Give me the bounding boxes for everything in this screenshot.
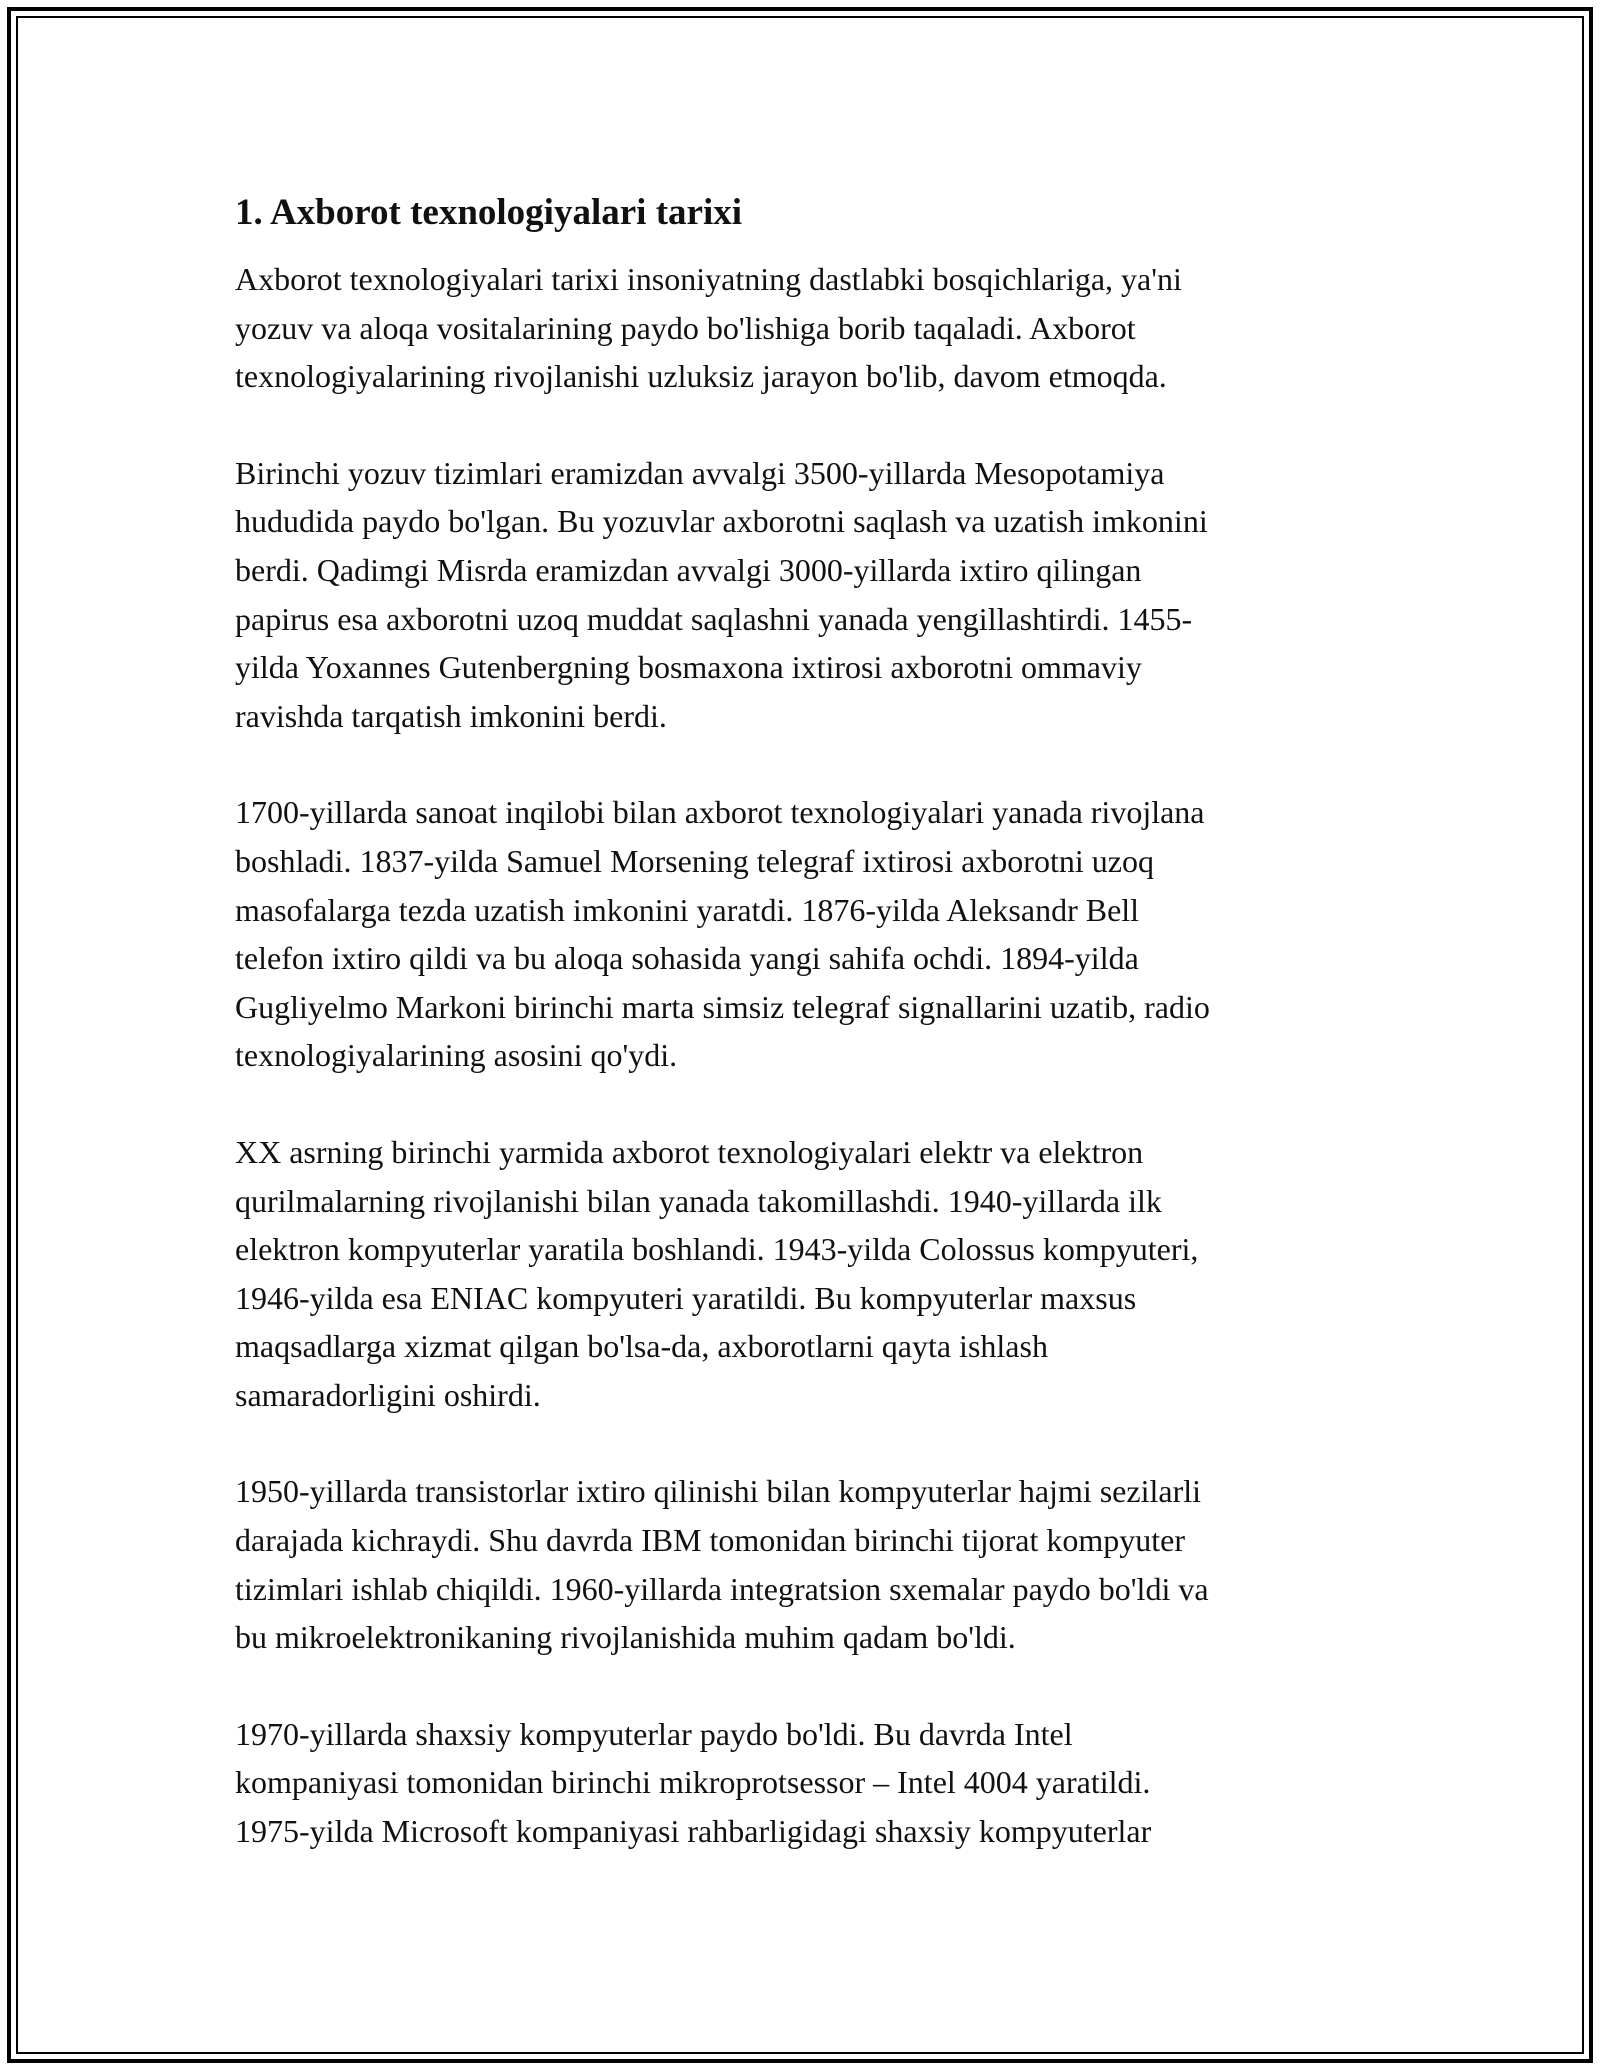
text-line: samaradorligini oshirdi. xyxy=(235,1376,541,1413)
text-line: papirus esa axborotni uzoq muddat saqlashni yanada yengillashtirdi. 1455- xyxy=(235,600,1193,637)
text-line: yilda Yoxannes Gutenbergning bosmaxona ixtirosi axborotni ommaviy xyxy=(235,649,1142,686)
text-line: tizimlari ishlab chiqildi. 1960-yillarda integratsion sxemalar paydo bo'ldi va xyxy=(235,1570,1209,1607)
text-line: bu mikroelektronikaning rivojlanishida muhim qadam bo'ldi. xyxy=(235,1619,1016,1656)
text-line: yozuv va aloqa vositalarining paydo bo'lishiga borib taqaladi. Axborot xyxy=(235,309,1136,346)
paragraph-industrial-revolution xyxy=(235,788,1375,1080)
text-line: boshladi. 1837-yilda Samuel Morsening telegraf ixtirosi axborotni uzoq xyxy=(235,842,1154,879)
text-line: 1950-yillarda transistorlar ixtiro qilinishi bilan kompyuterlar hajmi sezilarli xyxy=(235,1473,1201,1510)
text-line: maqsadlarga xizmat qilgan bo'lsa-da, axborotlarni qayta ishlash xyxy=(235,1328,1048,1365)
text-line: Gugliyelmo Markoni birinchi marta simsiz telegraf signallarini uzatib, radio xyxy=(235,988,1210,1025)
paragraph-writing-systems xyxy=(235,449,1375,741)
text-line: Birinchi yozuv tizimlari eramizdan avvalgi 3500-yillarda Mesopotamiya xyxy=(235,454,1165,491)
document-body xyxy=(235,183,1375,1904)
text-line: 1970-yillarda shaxsiy kompyuterlar paydo bo'ldi. Bu davrda Intel xyxy=(235,1715,1073,1752)
text-line: kompaniyasi tomonidan birinchi mikroprotsessor – Intel 4004 yaratildi. xyxy=(235,1764,1151,1801)
text-line: texnologiyalarining asosini qo'ydi. xyxy=(235,1037,678,1074)
paragraph-personal-computers xyxy=(235,1710,1375,1856)
paragraph-20th-century xyxy=(235,1128,1375,1420)
text-line: 1975-yilda Microsoft kompaniyasi rahbarligidagi shaxsiy kompyuterlar xyxy=(235,1813,1152,1850)
text-line: Axborot texnologiyalari tarixi insoniyatning dastlabki bosqichlariga, ya'ni xyxy=(235,261,1182,297)
text-line: ravishda tarqatish imkonini berdi. xyxy=(235,697,667,734)
text-line: darajada kichraydi. Shu davrda IBM tomonidan birinchi tijorat kompyuter xyxy=(235,1522,1185,1559)
text-line: 1700-yillarda sanoat inqilobi bilan axborot texnologiyalari yanada rivojlana xyxy=(235,794,1205,831)
paragraph-transistors xyxy=(235,1467,1375,1661)
text-line: elektron kompyuterlar yaratila boshlandi. 1943-yilda Colossus kompyuteri, xyxy=(235,1231,1199,1268)
text-line: texnologiyalarining rivojlanishi uzluksiz jarayon bo'lib, davom etmoqda. xyxy=(235,358,1167,395)
text-line: masofalarga tezda uzatish imkonini yaratdi. 1876-yilda Aleksandr Bell xyxy=(235,891,1140,928)
text-line: qurilmalarning rivojlanishi bilan yanada takomillashdi. 1940-yillarda ilk xyxy=(235,1182,1162,1219)
paragraph-intro xyxy=(235,255,1375,401)
text-line: berdi. Qadimgi Misrda eramizdan avvalgi 3000-yillarda ixtiro qilingan xyxy=(235,551,1142,588)
text-line: hududida paydo bo'lgan. Bu yozuvlar axborotni saqlash va uzatish imkonini xyxy=(235,503,1208,540)
text-line: 1946-yilda esa ENIAC kompyuteri yaratildi. Bu kompyuterlar maxsus xyxy=(235,1279,1137,1316)
section-heading: 1. Axborot texnologiyalari tarixi xyxy=(235,192,742,233)
text-line: XX asrning birinchi yarmida axborot texnologiyalari elektr va elektron xyxy=(235,1133,1144,1170)
text-line: telefon ixtiro qildi va bu aloqa sohasida yangi sahifa ochdi. 1894-yilda xyxy=(235,940,1139,977)
